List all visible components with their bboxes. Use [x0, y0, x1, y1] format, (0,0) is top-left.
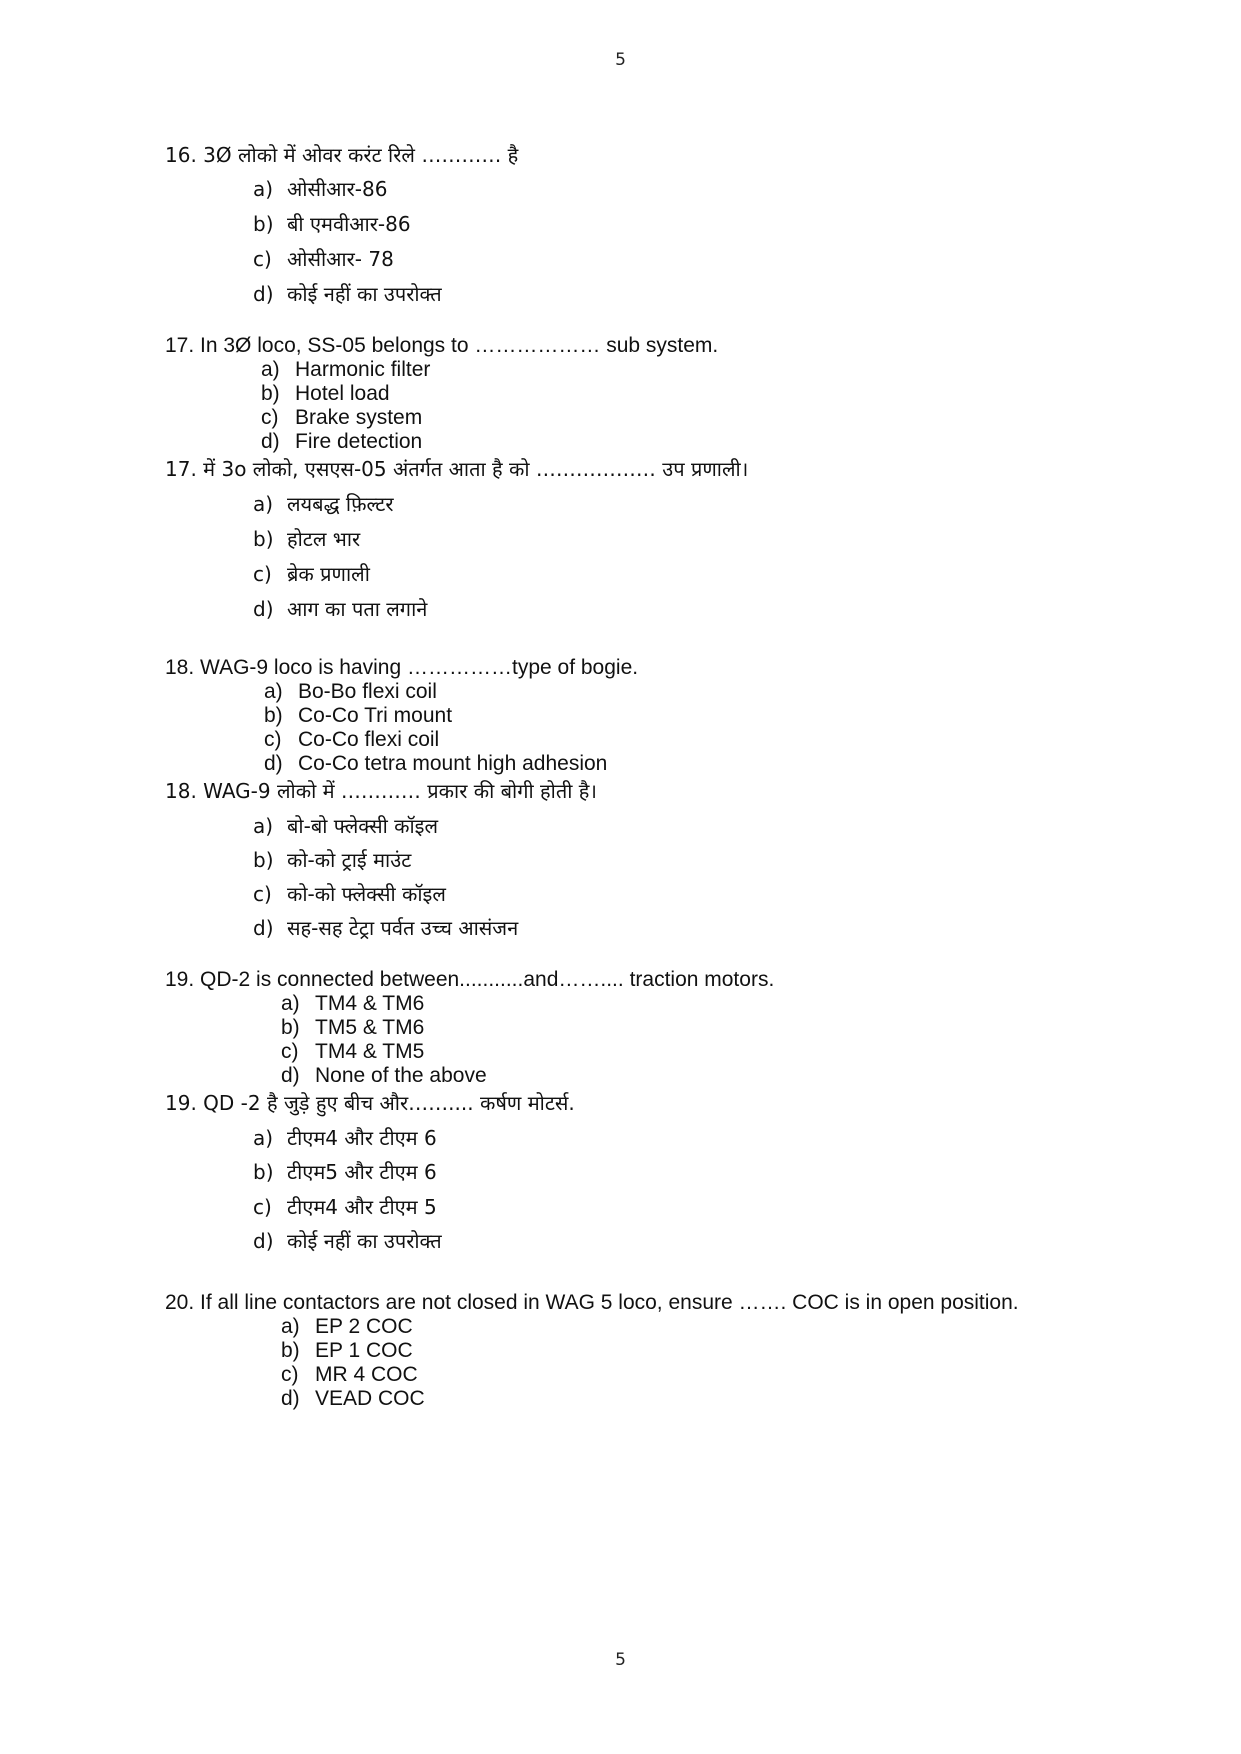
question-17-hindi-option-a [253, 491, 394, 517]
question-16-hindi-stem: 16. 3Ø लोको में ओवर करंट रिले ………… है [165, 143, 519, 167]
option-letter: c) [264, 728, 282, 751]
option-text: बी एमवीआर-86 [287, 212, 411, 236]
option-text: TM4 & TM6 [315, 992, 425, 1015]
option-text: Co-Co tetra mount high adhesion [298, 752, 608, 775]
question-18-english-stem: 18. WAG-9 loco is having ……………type of bogie. [165, 656, 639, 679]
option-text: Fire detection [295, 430, 423, 453]
option-letter: b) [253, 527, 274, 551]
option-letter: c) [281, 1040, 299, 1063]
option-text: Harmonic filter [295, 358, 431, 381]
question-16-hindi-option-a [253, 176, 387, 202]
option-text: को-को फ्लेक्सी कॉइल [287, 882, 446, 906]
question-20-english-option-d [281, 1386, 425, 1412]
question-19-english-option-b [281, 1015, 424, 1041]
question-17-hindi-option-b [253, 526, 360, 552]
question-18-hindi-option-b [253, 847, 411, 873]
option-letter: d) [253, 916, 274, 940]
option-text: TM5 & TM6 [315, 1016, 425, 1039]
option-text: लयबद्ध फ़िल्टर [287, 492, 394, 516]
option-letter: d) [253, 597, 274, 621]
question-19-hindi-stem: 19. QD -2 है जुड़े हुए बीच और…….... कर्षण मोटर्स. [165, 1091, 575, 1115]
question-17-hindi-option-d [253, 596, 427, 622]
question-19-english-option-c [281, 1039, 424, 1065]
option-letter: b) [264, 704, 283, 727]
page-number-bottom: 5 [615, 1650, 626, 1670]
page-number-top: 5 [615, 50, 626, 70]
option-letter: c) [253, 247, 272, 271]
question-20-english-option-a [281, 1314, 413, 1340]
question-17-english-option-c [261, 405, 422, 431]
option-letter: d) [261, 430, 280, 453]
option-text: कोई नहीं का उपरोक्त [287, 1229, 442, 1253]
option-letter: a) [253, 1126, 274, 1150]
option-letter: a) [261, 358, 280, 381]
option-letter: d) [264, 752, 283, 775]
option-text: टीएम4 और टीएम 5 [287, 1195, 437, 1219]
option-text: EP 2 COC [315, 1315, 413, 1338]
question-20-english-stem: 20. If all line contactors are not closed in WAG 5 loco, ensure ……. COC is in open position. [165, 1291, 1019, 1314]
question-18-hindi-option-d [253, 915, 518, 941]
question-17-english-stem: 17. In 3Ø loco, SS-05 belongs to ……………… sub system. [165, 334, 719, 357]
option-letter: b) [253, 212, 274, 236]
question-19-hindi-option-b [253, 1159, 437, 1185]
option-text: Hotel load [295, 382, 390, 405]
option-text: ओसीआर- 78 [287, 247, 394, 271]
question-18-english-option-a [264, 679, 437, 705]
question-19-hindi-option-c [253, 1194, 437, 1220]
question-16-hindi-option-b [253, 211, 411, 237]
option-text: टीएम5 और टीएम 6 [287, 1160, 437, 1184]
question-17-hindi-option-c [253, 561, 370, 587]
option-text: Bo-Bo flexi coil [298, 680, 437, 703]
option-letter: c) [253, 1195, 272, 1219]
question-17-hindi-stem: 17. में 3o लोको, एसएस-05 अंतर्गत आता है को ……………… उप प्रणाली। [165, 457, 749, 481]
question-18-english-option-d [264, 751, 607, 777]
option-letter: b) [281, 1339, 300, 1362]
option-text: ब्रेक प्रणाली [287, 562, 370, 586]
option-letter: c) [253, 562, 272, 586]
option-text: VEAD COC [315, 1387, 425, 1410]
option-letter: d) [253, 1229, 274, 1253]
question-17-english-option-d [261, 429, 422, 455]
option-letter: a) [253, 492, 274, 516]
option-letter: a) [264, 680, 283, 703]
option-letter: c) [253, 882, 272, 906]
question-16-hindi-option-c [253, 246, 394, 272]
question-19-hindi-option-a [253, 1125, 437, 1151]
option-text: None of the above [315, 1064, 487, 1087]
option-text: बो-बो फ्लेक्सी कॉइल [287, 814, 439, 838]
question-18-hindi-stem: 18. WAG-9 लोको में ………… प्रकार की बोगी होती है। [165, 779, 597, 803]
option-text: Co-Co flexi coil [298, 728, 440, 751]
option-text: TM4 & TM5 [315, 1040, 425, 1063]
question-16-hindi-option-d [253, 281, 442, 307]
option-text: EP 1 COC [315, 1339, 413, 1362]
option-text: टीएम4 और टीएम 6 [287, 1126, 437, 1150]
option-letter: c) [261, 406, 279, 429]
option-text: Brake system [295, 406, 423, 429]
option-letter: b) [253, 848, 274, 872]
option-letter: a) [281, 992, 300, 1015]
question-20-english-option-b [281, 1338, 413, 1364]
question-19-english-stem: 19. QD-2 is connected between...........and…….... traction motors. [165, 968, 775, 991]
option-letter: b) [281, 1016, 300, 1039]
question-20-english-option-c [281, 1362, 418, 1388]
option-letter: d) [281, 1387, 300, 1410]
option-text: MR 4 COC [315, 1363, 418, 1386]
question-18-hindi-option-a [253, 813, 438, 839]
option-letter: a) [253, 814, 274, 838]
question-19-hindi-option-d [253, 1228, 442, 1254]
option-letter: d) [253, 282, 274, 306]
option-text: सह-सह टेट्रा पर्वत उच्च आसंजन [287, 916, 519, 940]
option-letter: b) [261, 382, 280, 405]
option-text: ओसीआर-86 [287, 177, 388, 201]
question-18-english-option-b [264, 703, 452, 729]
question-19-english-option-a [281, 991, 424, 1017]
option-letter: a) [281, 1315, 300, 1338]
question-18-english-option-c [264, 727, 439, 753]
option-letter: b) [253, 1160, 274, 1184]
option-text: होटल भार [287, 527, 361, 551]
question-18-hindi-option-c [253, 881, 446, 907]
option-text: Co-Co Tri mount [298, 704, 453, 727]
option-letter: d) [281, 1064, 300, 1087]
question-17-english-option-a [261, 357, 430, 383]
option-letter: c) [281, 1363, 299, 1386]
option-letter: a) [253, 177, 274, 201]
option-text: कोई नहीं का उपरोक्त [287, 282, 442, 306]
question-19-english-option-d [281, 1063, 487, 1089]
question-17-english-option-b [261, 381, 390, 407]
option-text: आग का पता लगाने [287, 597, 428, 621]
option-text: को-को ट्राई माउंट [287, 848, 412, 872]
